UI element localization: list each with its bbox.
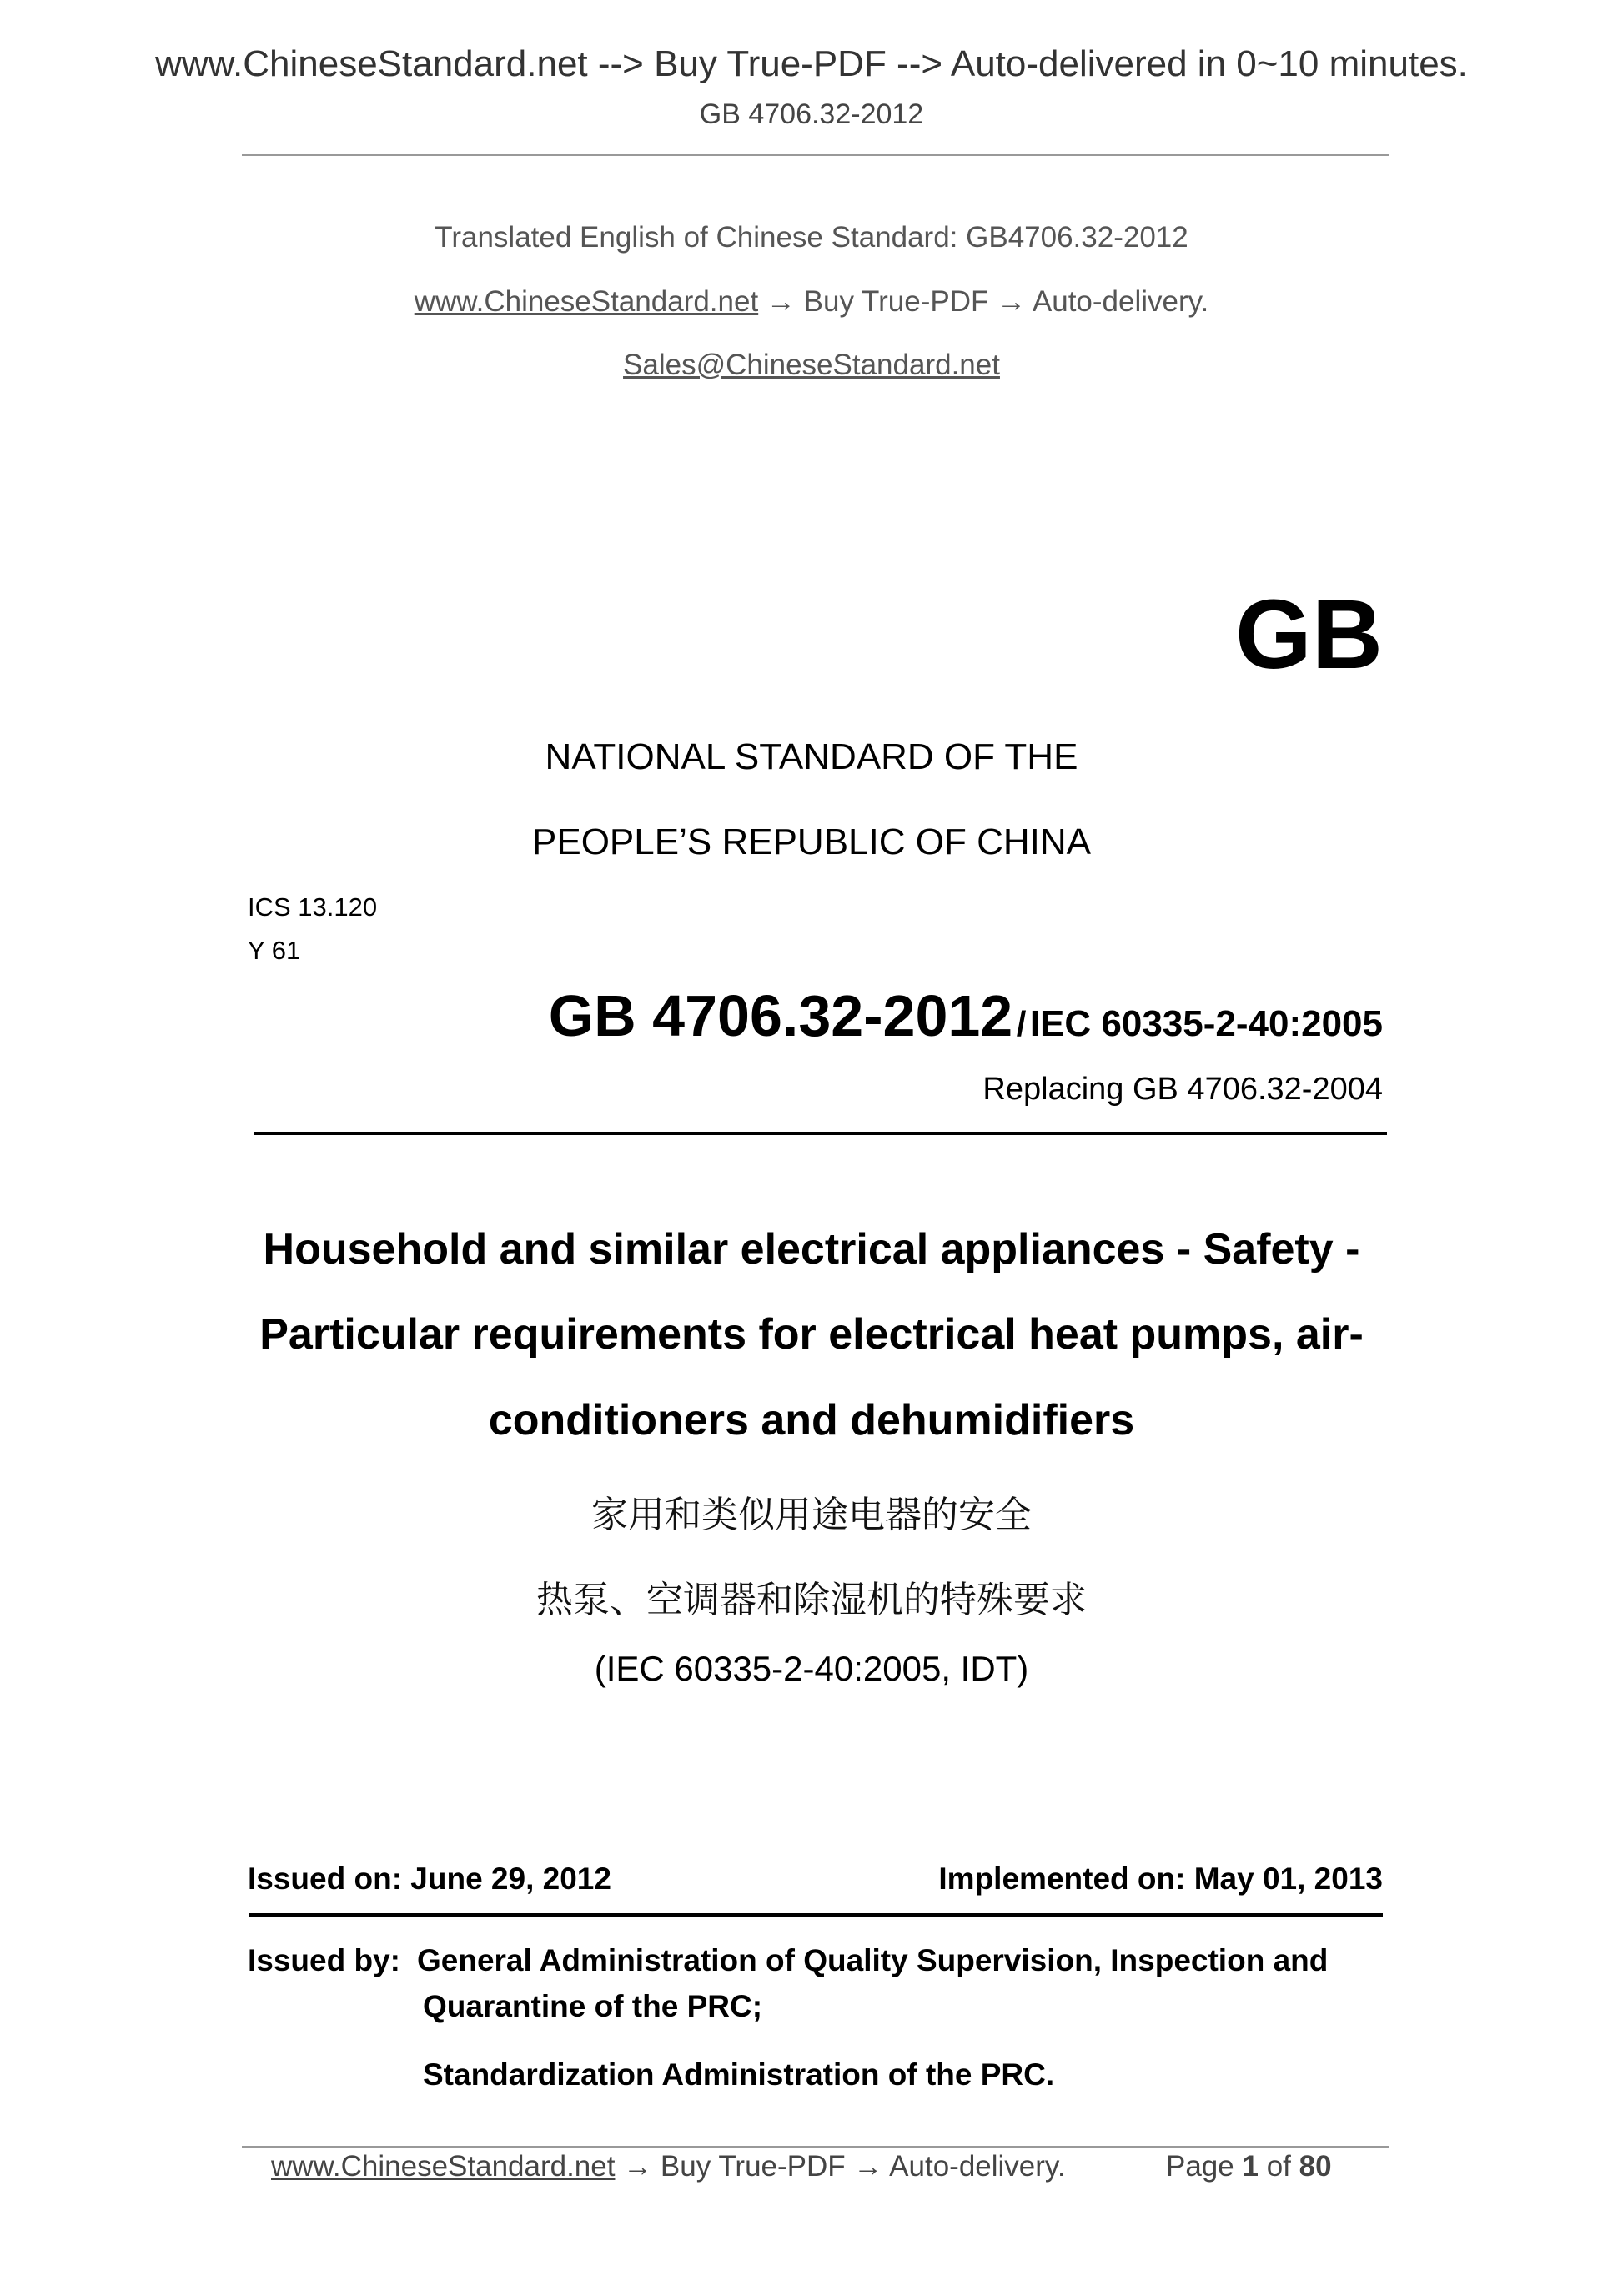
footer-divider — [242, 2146, 1389, 2148]
class-code: Y 61 — [248, 936, 301, 965]
replacing-note: Replacing GB 4706.32-2004 — [982, 1072, 1383, 1107]
footer-page-indicator — [1166, 2150, 1332, 2183]
footer-page-total: 80 — [1299, 2150, 1332, 2183]
issued-divider — [249, 1913, 1383, 1917]
standard-code-main: GB 4706.32-2012 — [548, 983, 1013, 1048]
title-en-line1: Household and similar electrical appliances - Safety - — [263, 1225, 1360, 1274]
national-standard-line1: NATIONAL STANDARD OF THE — [545, 736, 1078, 777]
implemented-on: Implemented on: May 01, 2013 — [938, 1861, 1383, 1896]
title-zh-line2: 热泵、空调器和除湿机的特殊要求 — [536, 1579, 1087, 1621]
header-banner: www.ChineseStandard.net --> Buy True-PDF --> Auto-delivered in 0~10 minutes. — [155, 43, 1468, 84]
translation-site-link[interactable]: www.ChineseStandard.net — [414, 285, 759, 318]
national-standard-line2: PEOPLE’S REPUBLIC OF CHINA — [532, 821, 1091, 862]
footer-site-link[interactable]: www.ChineseStandard.net — [271, 2150, 616, 2183]
issued-by-line3: Standardization Administration of the PRC. — [423, 2057, 1055, 2092]
standard-code-line — [549, 982, 1383, 1049]
footer-site-line — [271, 2150, 1066, 2183]
footer-site-suffix: → Buy True-PDF → Auto-delivery. — [623, 2150, 1066, 2183]
translation-email-link[interactable]: Sales@ChineseStandard.net — [623, 349, 1000, 381]
title-zh-line1: 家用和类似用途电器的安全 — [591, 1494, 1032, 1536]
footer-page-label: Page — [1166, 2150, 1234, 2183]
translation-site-suffix: → Buy True-PDF → Auto-delivery. — [766, 285, 1209, 318]
footer-page-number: 1 — [1242, 2150, 1259, 2183]
code-divider — [254, 1132, 1387, 1135]
idt-note: (IEC 60335-2-40:2005, IDT) — [594, 1649, 1029, 1688]
title-en-line3: conditioners and dehumidifiers — [488, 1396, 1135, 1444]
header-divider — [242, 154, 1389, 156]
footer-of-label: of — [1266, 2150, 1291, 2183]
issued-by-line1: General Administration of Quality Supervision, Inspection and — [417, 1943, 1329, 1977]
translation-site-line — [0, 285, 1623, 319]
gb-logo: GB — [1235, 580, 1383, 690]
translation-line: Translated English of Chinese Standard: GB4706.32-2012 — [435, 221, 1188, 254]
issued-on: Issued on: June 29, 2012 — [248, 1861, 611, 1896]
standard-code-iec: IEC 60335-2-40:2005 — [1029, 1003, 1383, 1044]
header-standard-code: GB 4706.32-2012 — [699, 98, 924, 130]
standard-code-separator: / — [1016, 1004, 1027, 1043]
title-en-line2: Particular requirements for electrical heat pumps, air- — [259, 1310, 1364, 1359]
issued-by-line2: Quarantine of the PRC; — [423, 1989, 763, 2023]
ics-code: ICS 13.120 — [248, 892, 378, 922]
issued-by-label: Issued by: — [248, 1943, 400, 1977]
